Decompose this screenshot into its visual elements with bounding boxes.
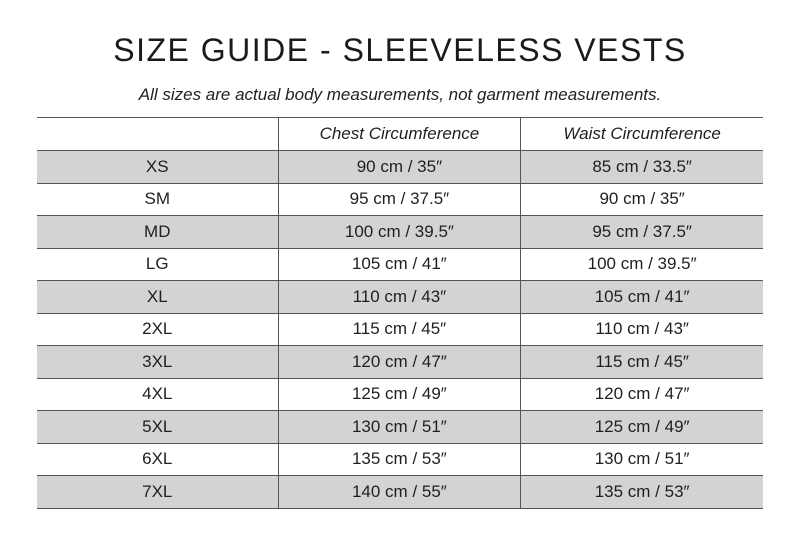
chest-cell: 130 cm / 51″: [278, 411, 521, 444]
waist-cell: 125 cm / 49″: [521, 411, 763, 444]
chest-cell: 90 cm / 35″: [278, 151, 521, 184]
chest-cell: 95 cm / 37.5″: [278, 183, 521, 216]
chest-cell: 135 cm / 53″: [278, 443, 521, 476]
waist-column-header: Waist Circumference: [521, 118, 763, 151]
table-row: [37, 216, 763, 249]
size-cell: 6XL: [37, 443, 278, 476]
waist-cell: 105 cm / 41″: [521, 281, 763, 314]
size-cell: MD: [37, 216, 278, 249]
table-row: [37, 248, 763, 281]
page-title: SIZE GUIDE - SLEEVELESS VESTS: [113, 32, 687, 68]
waist-cell: 130 cm / 51″: [521, 443, 763, 476]
table-row: [37, 281, 763, 314]
size-cell: LG: [37, 248, 278, 281]
chest-cell: 110 cm / 43″: [278, 281, 521, 314]
waist-cell: 85 cm / 33.5″: [521, 151, 763, 184]
header-row: [37, 118, 763, 151]
size-cell: 5XL: [37, 411, 278, 444]
waist-cell: 120 cm / 47″: [521, 378, 763, 411]
table-row: [37, 476, 763, 509]
chest-cell: 105 cm / 41″: [278, 248, 521, 281]
size-column-header: [37, 118, 278, 151]
size-cell: 4XL: [37, 378, 278, 411]
chest-cell: 120 cm / 47″: [278, 346, 521, 379]
size-cell: 7XL: [37, 476, 278, 509]
table-row: [37, 183, 763, 216]
size-table: [37, 117, 763, 509]
waist-cell: 90 cm / 35″: [521, 183, 763, 216]
size-cell: SM: [37, 183, 278, 216]
waist-cell: 135 cm / 53″: [521, 476, 763, 509]
page-subtitle: All sizes are actual body measurements, not garment measurements.: [138, 85, 662, 104]
table-row: [37, 313, 763, 346]
size-cell: XL: [37, 281, 278, 314]
chest-cell: 100 cm / 39.5″: [278, 216, 521, 249]
chest-column-header: Chest Circumference: [278, 118, 521, 151]
size-table-header: [37, 118, 763, 151]
chest-cell: 140 cm / 55″: [278, 476, 521, 509]
table-row: [37, 346, 763, 379]
table-row: [37, 151, 763, 184]
size-cell: 2XL: [37, 313, 278, 346]
waist-cell: 100 cm / 39.5″: [521, 248, 763, 281]
waist-cell: 115 cm / 45″: [521, 346, 763, 379]
size-table-body: [37, 151, 763, 509]
table-row: [37, 443, 763, 476]
table-row: [37, 411, 763, 444]
chest-cell: 125 cm / 49″: [278, 378, 521, 411]
table-row: [37, 378, 763, 411]
waist-cell: 110 cm / 43″: [521, 313, 763, 346]
chest-cell: 115 cm / 45″: [278, 313, 521, 346]
waist-cell: 95 cm / 37.5″: [521, 216, 763, 249]
size-cell: XS: [37, 151, 278, 184]
size-cell: 3XL: [37, 346, 278, 379]
